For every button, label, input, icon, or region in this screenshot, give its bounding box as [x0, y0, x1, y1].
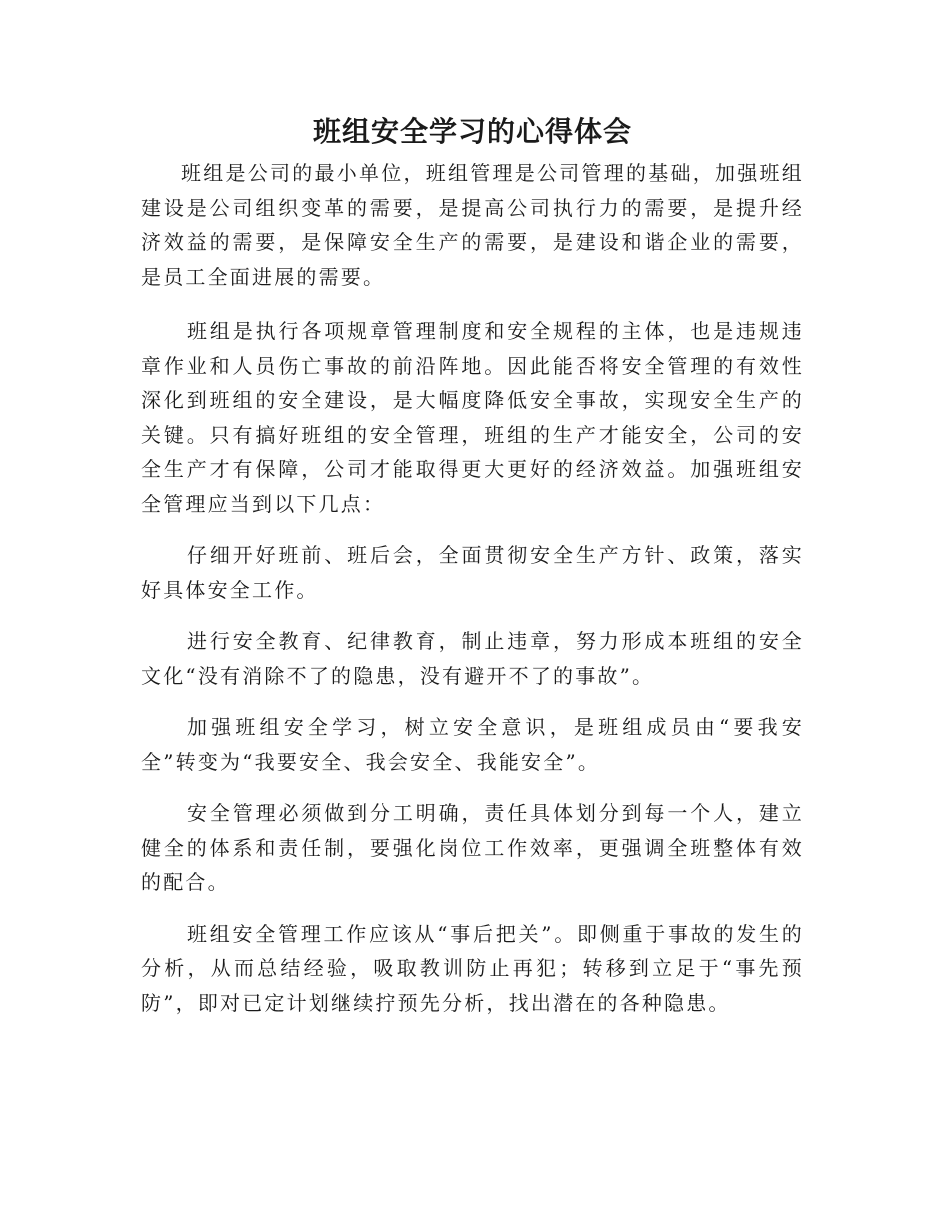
paragraph-5: 加强班组安全学习，树立安全意识，是班组成员由“要我安全”转变为“我要安全、我会安全、我能安全”。	[141, 715, 804, 774]
paragraph-6: 安全管理必须做到分工明确，责任具体划分到每一个人，建立健全的体系和责任制，要强化岗位工作效率，更强调全班整体有效的配合。	[141, 801, 804, 894]
paragraph-2: 班组是执行各项规章管理制度和安全规程的主体，也是违规违章作业和人员伤亡事故的前沿阵地。因此能否将安全管理的有效性深化到班组的安全建设，是大幅度降低安全事故，实现安全生产的关键。只有搞好班组的安全管理，班组的生产才能安全，公司的安全生产才有保障，公司才能取得更大更好的经济效益。加强班组安全管理应当到以下几点：	[141, 319, 804, 516]
paragraph-7: 班组安全管理工作应该从“事后把关”。即侧重于事故的发生的分析，从而总结经验，吸取教训防止再犯；转移到立足于“事先预防”，即对已定计划继续拧预先分析，找出潜在的各种隐患。	[141, 921, 804, 1015]
paragraph-4: 进行安全教育、纪律教育，制止违章，努力形成本班组的安全文化“没有消除不了的隐患，没有避开不了的事故”。	[141, 629, 804, 688]
document-title: 班组安全学习的心得体会	[312, 115, 632, 148]
paragraph-1: 班组是公司的最小单位，班组管理是公司管理的基础，加强班组建设是公司组织变革的需要，是提高公司执行力的需要，是提升经济效益的需要，是保障安全生产的需要，是建设和谐企业的需要，是员工全面进展的需要。	[141, 161, 804, 289]
paragraph-3: 仔细开好班前、班后会，全面贯彻安全生产方针、政策，落实好具体安全工作。	[141, 543, 804, 602]
